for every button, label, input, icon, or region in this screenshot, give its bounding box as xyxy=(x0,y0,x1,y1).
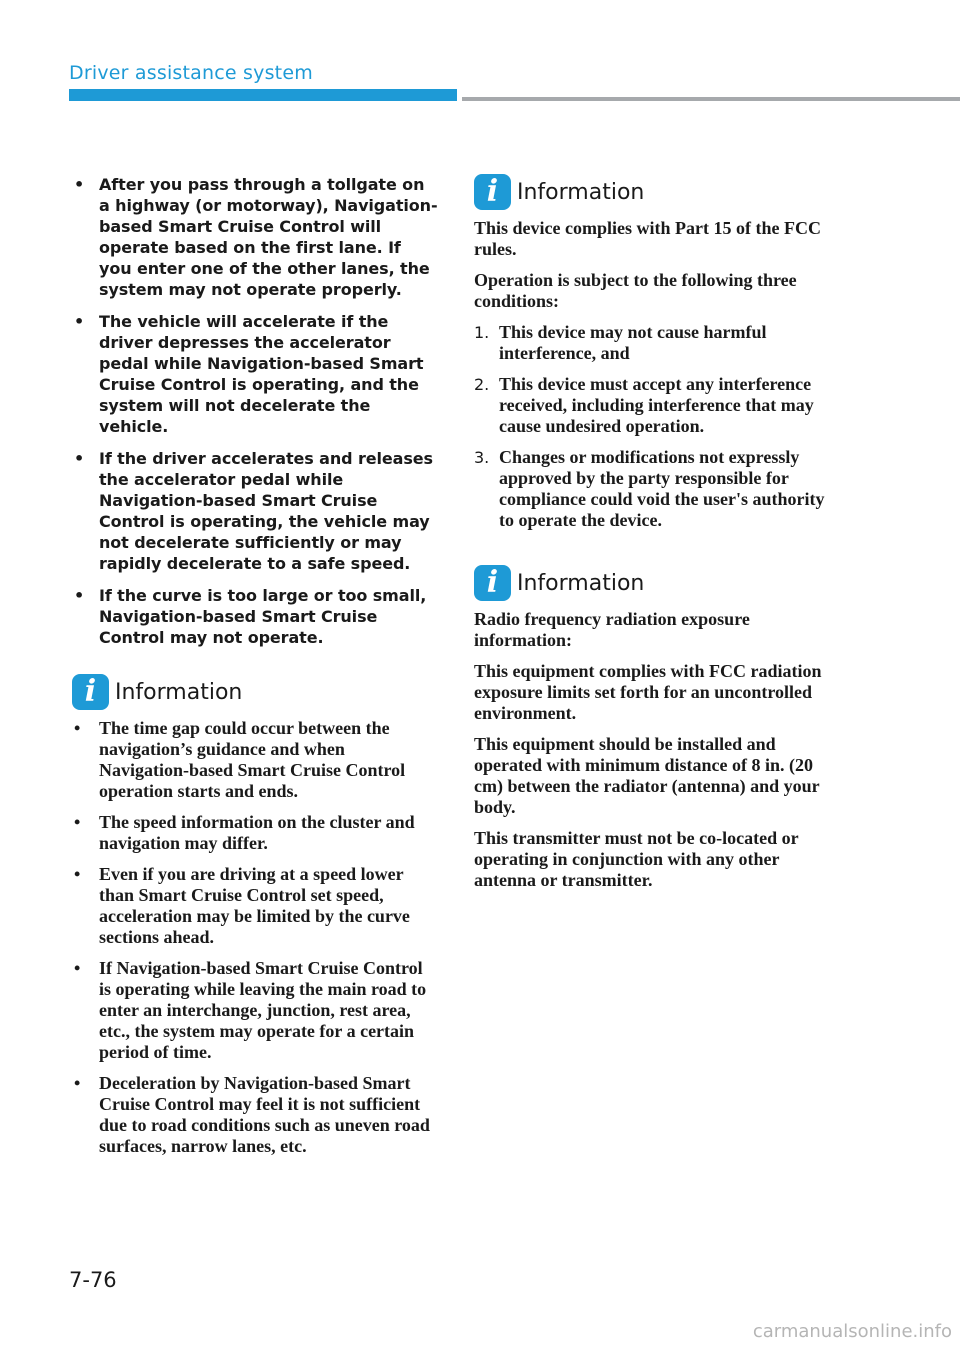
page-number: 7-76 xyxy=(69,1268,117,1292)
list-item xyxy=(474,374,836,437)
item-text: This device must accept any interference received, including interference that may cause undesired operation. xyxy=(499,374,814,436)
right-column xyxy=(474,174,836,901)
header-rule-accent xyxy=(69,89,457,101)
conditions-list xyxy=(474,322,836,531)
list-item: • After you pass through a tollgate on a highway (or motorway), Navigation-based Smart Cruise Control will operate based on the first lane. If you enter one of the other lanes, the system may not operate properly. xyxy=(72,174,438,300)
list-item: • Even if you are driving at a speed lower than Smart Cruise Control set speed, acceleration may be limited by the curve sections ahead. xyxy=(72,864,438,948)
paragraph: Radio frequency radiation exposure information: xyxy=(474,609,750,650)
information-heading xyxy=(72,674,438,710)
list-item: • Deceleration by Navigation-based Smart Cruise Control may feel it is not sufficient due to road conditions such as uneven road surfaces, narrow lanes, etc. xyxy=(72,1073,438,1157)
list-item: • The vehicle will accelerate if the driver depresses the accelerator pedal while Navigation-based Smart Cruise Control is operating, and the system will not decelerate the vehicle. xyxy=(72,311,438,437)
information-heading xyxy=(474,565,836,601)
information-box-rf-exposure xyxy=(474,565,836,891)
list-item: • The time gap could occur between the navigation’s guidance and when Navigation-based Smart Cruise Control operation starts and ends. xyxy=(72,718,438,802)
header-rule-grey xyxy=(462,97,960,101)
list-item: • If the curve is too large or too small, Navigation-based Smart Cruise Control may not operate. xyxy=(72,585,438,648)
information-list xyxy=(72,718,438,1157)
information-icon: i xyxy=(474,174,511,210)
paragraph: Operation is subject to the following three conditions: xyxy=(474,270,797,311)
information-title: Information xyxy=(517,179,645,205)
information-box-fcc xyxy=(474,174,836,531)
list-item: • If the driver accelerates and releases the accelerator pedal while Navigation-based Smart Cruise Control is operating, the vehicle may not decelerate sufficiently or may rapidly decelerate to a safe speed. xyxy=(72,448,438,574)
list-item xyxy=(474,447,836,531)
information-title: Information xyxy=(115,679,243,705)
paragraph: This equipment should be installed and operated with minimum distance of 8 in. (20 cm) between the radiator (antenna) and your body. xyxy=(474,734,820,817)
paragraph: This transmitter must not be co-located or operating in conjunction with any other antenna or transmitter. xyxy=(474,828,799,890)
list-item: • If Navigation-based Smart Cruise Control is operating while leaving the main road to enter an interchange, junction, rest area, etc., the system may operate for a certain period of time. xyxy=(72,958,438,1063)
item-number: 2. xyxy=(474,375,490,394)
list-item xyxy=(474,322,836,364)
item-text: This device may not cause harmful interference, and xyxy=(499,322,767,363)
watermark-text: carmanualsonline.info xyxy=(752,1321,952,1342)
information-icon: i xyxy=(474,565,511,601)
information-title: Information xyxy=(517,570,645,596)
paragraph: This device complies with Part 15 of the FCC rules. xyxy=(474,218,821,259)
information-heading xyxy=(474,174,836,210)
information-icon: i xyxy=(72,674,109,710)
left-column xyxy=(72,174,438,1167)
information-box xyxy=(72,674,438,1157)
item-number: 3. xyxy=(474,448,490,467)
item-text: Changes or modifications not expressly approved by the party responsible for compliance could void the user's authority to operate the device. xyxy=(499,447,825,530)
caution-list xyxy=(72,174,438,648)
section-title: Driver assistance system xyxy=(69,62,313,84)
item-number: 1. xyxy=(474,323,490,342)
list-item: • The speed information on the cluster and navigation may differ. xyxy=(72,812,438,854)
paragraph: This equipment complies with FCC radiation exposure limits set forth for an uncontrolled environment. xyxy=(474,661,822,723)
